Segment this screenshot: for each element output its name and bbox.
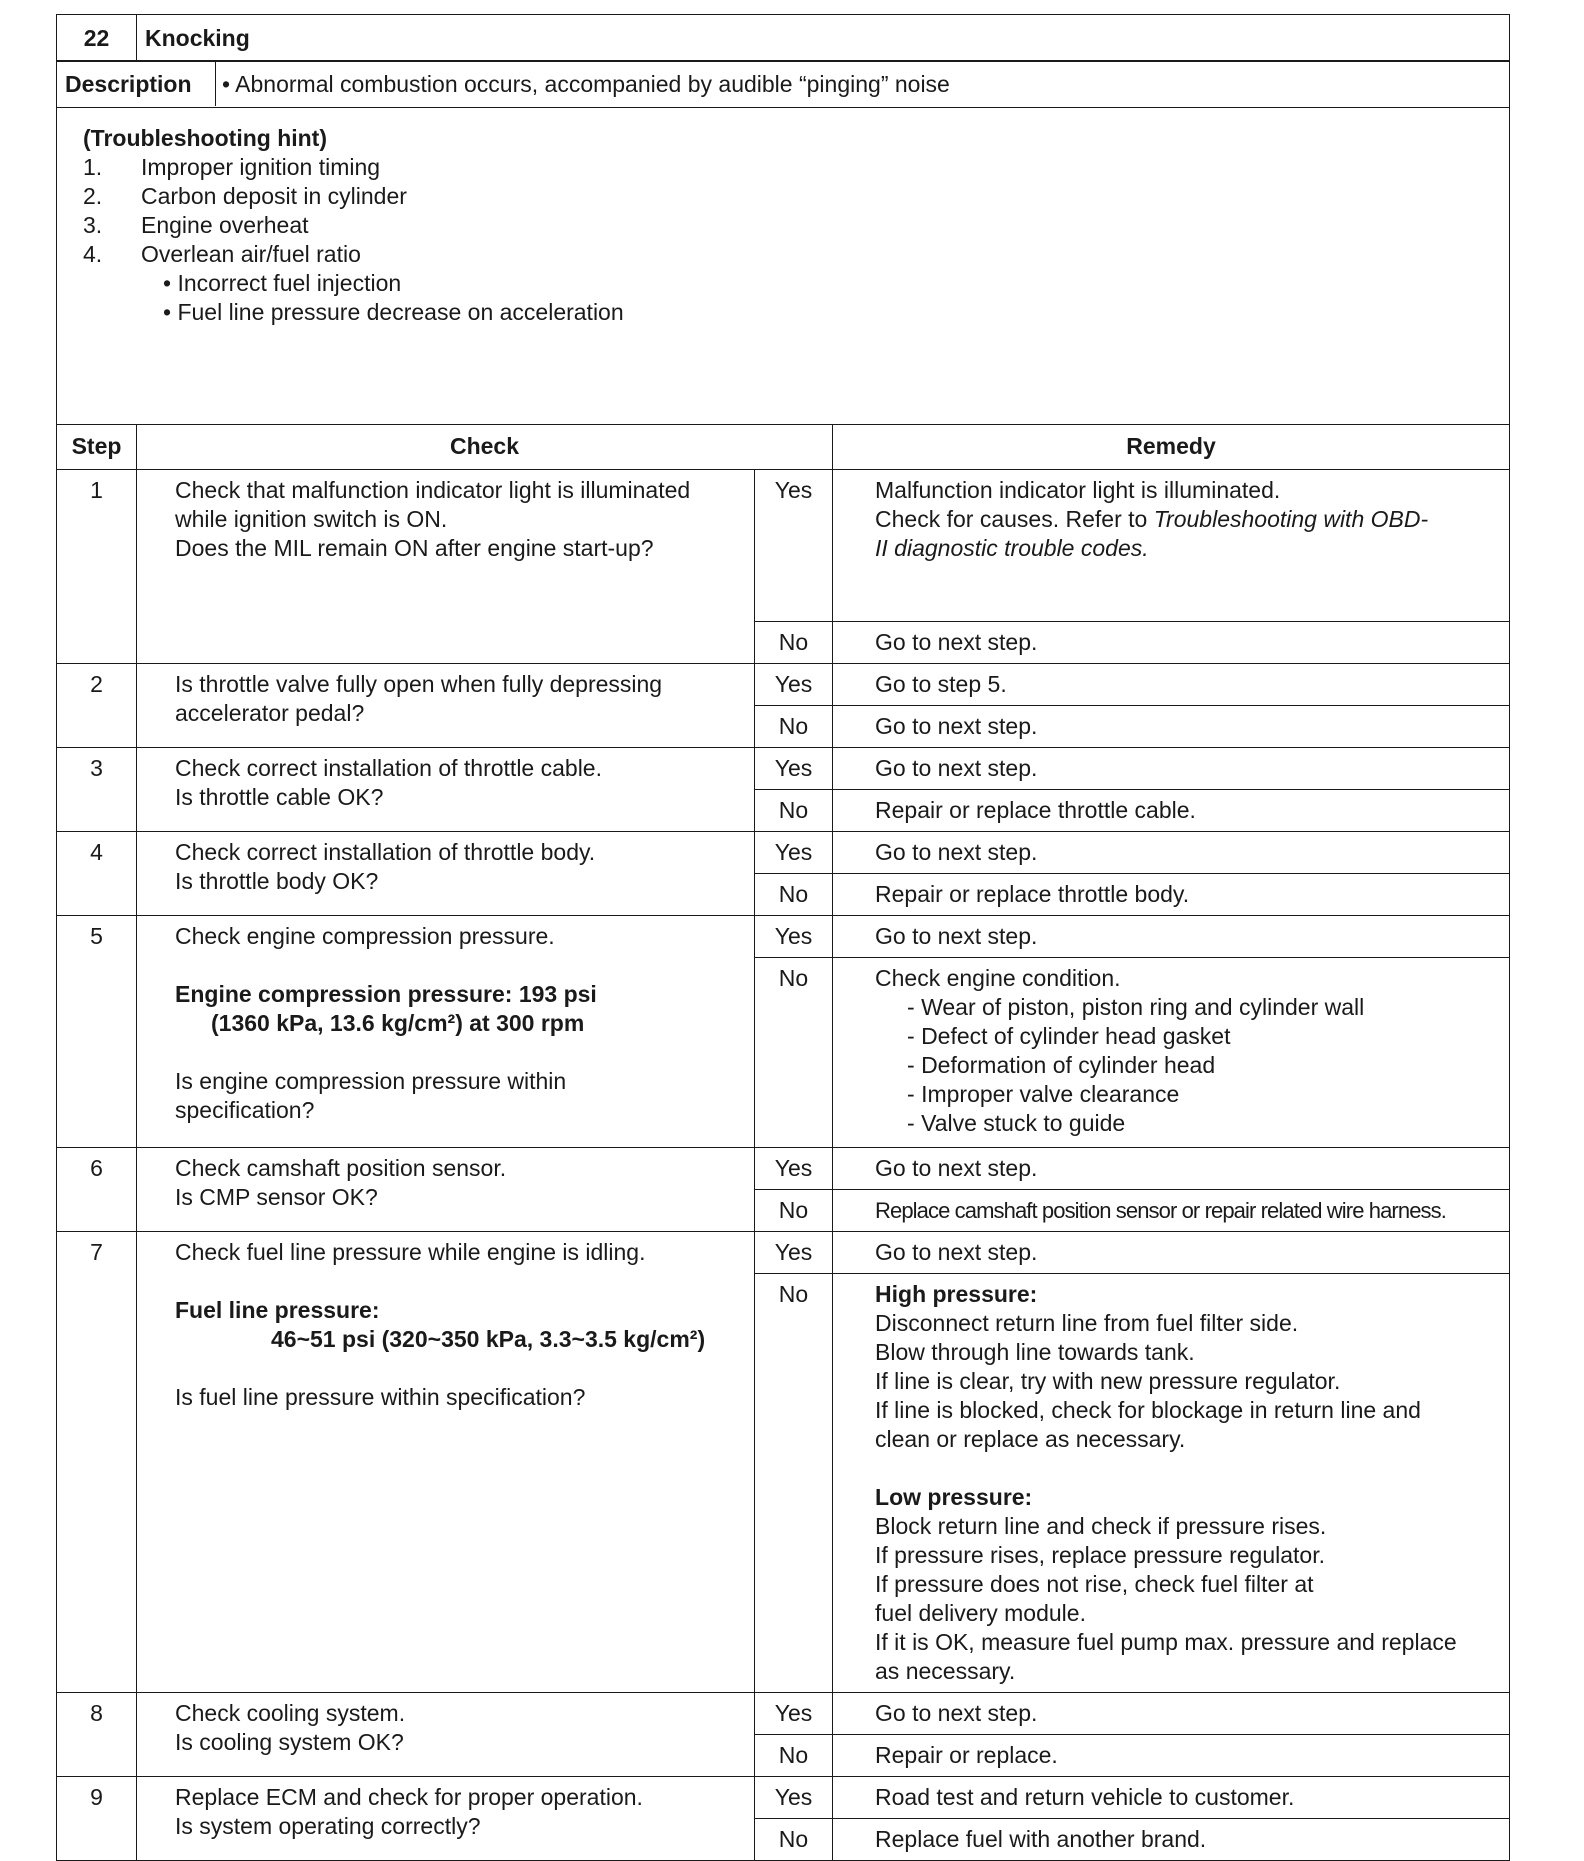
remedy-yes: Go to next step. xyxy=(833,1147,1510,1189)
table-row xyxy=(57,747,1510,789)
table-row xyxy=(57,469,1510,621)
column-header-check: Check xyxy=(137,424,833,469)
answer-no: No xyxy=(755,705,833,747)
answer-yes: Yes xyxy=(755,915,833,957)
step-check: Check that malfunction indicator light is illuminated while ignition switch is ON. Does the MIL remain ON after engine start-up? xyxy=(137,469,755,663)
answer-no: No xyxy=(755,1189,833,1231)
remedy-no: Repair or replace. xyxy=(833,1734,1510,1776)
remedy-yes: Road test and return vehicle to customer. xyxy=(833,1776,1510,1818)
step-check: Check camshaft position sensor. Is CMP sensor OK? xyxy=(137,1147,755,1231)
answer-yes: Yes xyxy=(755,663,833,705)
remedy-yes: Go to next step. xyxy=(833,1231,1510,1273)
step-check: Replace ECM and check for proper operation. Is system operating correctly? xyxy=(137,1776,755,1860)
step-check: Check cooling system. Is cooling system OK? xyxy=(137,1692,755,1776)
header-table xyxy=(56,14,1510,62)
hint-subitem: • Fuel line pressure decrease on acceleration xyxy=(163,299,624,326)
table-row xyxy=(57,1231,1510,1273)
list-item: 2. Carbon deposit in cylinder xyxy=(83,183,407,210)
remedy-no: Go to next step. xyxy=(833,621,1510,663)
answer-yes: Yes xyxy=(755,747,833,789)
answer-no: No xyxy=(755,1273,833,1692)
symptom-title: Knocking xyxy=(137,15,1510,62)
spec-value: (1360 kPa, 13.6 kg/cm²) at 300 rpm xyxy=(211,1009,585,1036)
remedy-no: High pressure: Disconnect return line from fuel filter side. Blow through line towards tank. If line is clear, try with new pressure regulator. If line is blocked, check for blockage in return line and clean or replace as necessary. Low pressure: Block return line and check if pressure rises. If pressure rises, replace pressure regulator. If pressure does not rise, check fuel filter at fuel delivery module. If it is OK, measure fuel pump max. pressure and replace as necessary. xyxy=(833,1273,1510,1692)
answer-no: No xyxy=(755,789,833,831)
list-item: 1. Improper ignition timing xyxy=(83,154,381,181)
hint-heading: (Troubleshooting hint) xyxy=(83,125,328,152)
answer-no: No xyxy=(755,957,833,1147)
remedy-yes: Go to next step. xyxy=(833,915,1510,957)
table-row xyxy=(57,831,1510,873)
spec-label: Engine compression pressure: 193 psi xyxy=(175,980,597,1007)
remedy-no: Replace camshaft position sensor or repair related wire harness. xyxy=(833,1189,1510,1231)
step-check: Check fuel line pressure while engine is idling. Fuel line pressure: 46~51 psi (320~350 kPa, 3.3~3.5 kg/cm²) Is fuel line pressure within specification? xyxy=(137,1231,755,1692)
answer-yes: Yes xyxy=(755,1231,833,1273)
step-check: Is throttle valve fully open when fully depressing accelerator pedal? xyxy=(137,663,755,747)
high-pressure-label: High pressure: xyxy=(875,1280,1038,1307)
answer-yes: Yes xyxy=(755,469,833,621)
troubleshooting-page xyxy=(56,14,1510,1861)
remedy-no: Repair or replace throttle cable. xyxy=(833,789,1510,831)
low-pressure-label: Low pressure: xyxy=(875,1483,1033,1510)
description-table xyxy=(56,60,1510,425)
hint-list xyxy=(83,153,1509,269)
remedy-no: Check engine condition. - Wear of piston, piston ring and cylinder wall - Defect of cylinder head gasket - Deformation of cylinder head - Improper valve clearance - Valve stuck to guide xyxy=(833,957,1510,1147)
description-label: Description xyxy=(65,70,192,97)
steps-table xyxy=(56,424,1510,1861)
step-number: 1 xyxy=(57,469,137,663)
spec-label: Fuel line pressure: xyxy=(175,1296,380,1323)
remedy-yes: Go to next step. xyxy=(833,1692,1510,1734)
answer-yes: Yes xyxy=(755,1692,833,1734)
step-check: Check engine compression pressure. Engine compression pressure: 193 psi (1360 kPa, 13.6 kg/cm²) at 300 rpm Is engine compression pressure within specification? xyxy=(137,915,755,1147)
table-row xyxy=(57,663,1510,705)
answer-yes: Yes xyxy=(755,831,833,873)
remedy-yes: Go to step 5. xyxy=(833,663,1510,705)
answer-yes: Yes xyxy=(755,1776,833,1818)
step-number: 4 xyxy=(57,831,137,915)
hint-subitem: • Incorrect fuel injection xyxy=(163,270,402,297)
step-check: Check correct installation of throttle body. Is throttle body OK? xyxy=(137,831,755,915)
answer-no: No xyxy=(755,1734,833,1776)
step-check: Check correct installation of throttle cable. Is throttle cable OK? xyxy=(137,747,755,831)
answer-yes: Yes xyxy=(755,1147,833,1189)
step-number: 8 xyxy=(57,1692,137,1776)
column-header-step: Step xyxy=(57,424,137,469)
remedy-no: Replace fuel with another brand. xyxy=(833,1818,1510,1860)
table-row xyxy=(57,915,1510,957)
step-number: 5 xyxy=(57,915,137,1147)
column-header-remedy: Remedy xyxy=(833,424,1510,469)
description-text: • Abnormal combustion occurs, accompanied by audible “pinging” noise xyxy=(215,62,950,106)
list-item: 3. Engine overheat xyxy=(83,212,309,239)
troubleshooting-hint xyxy=(57,108,1510,425)
answer-no: No xyxy=(755,621,833,663)
step-number: 6 xyxy=(57,1147,137,1231)
step-number: 2 xyxy=(57,663,137,747)
remedy-yes: Malfunction indicator light is illuminated. Check for causes. Refer to Troubleshooting with OBD- II diagnostic trouble codes. xyxy=(833,469,1510,621)
spec-value: 46~51 psi (320~350 kPa, 3.3~3.5 kg/cm²) xyxy=(271,1325,706,1352)
remedy-yes: Go to next step. xyxy=(833,747,1510,789)
symptom-number: 22 xyxy=(57,15,137,62)
remedy-yes: Go to next step. xyxy=(833,831,1510,873)
remedy-no: Go to next step. xyxy=(833,705,1510,747)
list-item: 4. Overlean air/fuel ratio xyxy=(83,241,361,268)
step-number: 9 xyxy=(57,1776,137,1860)
step-number: 3 xyxy=(57,747,137,831)
remedy-no: Repair or replace throttle body. xyxy=(833,873,1510,915)
answer-no: No xyxy=(755,873,833,915)
answer-no: No xyxy=(755,1818,833,1860)
table-row xyxy=(57,1147,1510,1189)
step-number: 7 xyxy=(57,1231,137,1692)
table-row xyxy=(57,1692,1510,1734)
table-row xyxy=(57,1776,1510,1818)
